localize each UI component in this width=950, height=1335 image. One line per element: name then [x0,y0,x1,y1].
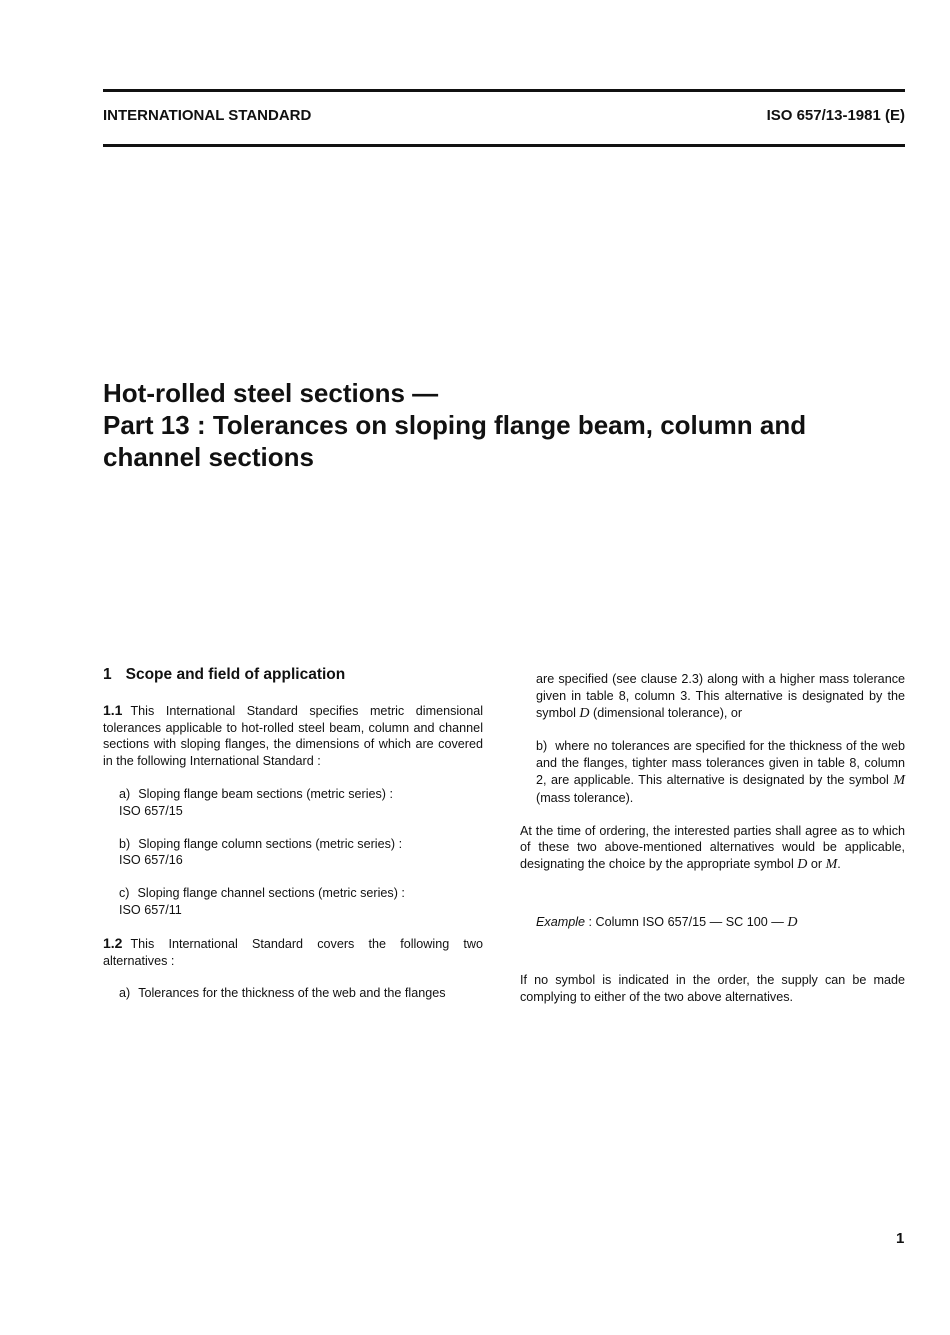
alt-b-text: where no tolerances are specified for the thickness of the web and the flanges, tighter mass tolerances given in table 8, column 2, are applicable. This alternative is designated by the symbol [536,739,905,787]
title-line-3: channel sections [103,442,314,472]
alternative-b [520,738,905,806]
list-ref: ISO 657/16 [119,853,183,868]
header-top-rule [103,89,905,92]
alt-b-text-end: (mass tolerance). [536,790,634,805]
symbol-m: M [893,772,906,788]
ordering-paragraph [520,823,905,874]
symbol-d: D [579,705,590,721]
example-separator: : [588,914,592,929]
page-number: 1 [896,1230,905,1247]
example-text: Column ISO 657/15 — SC 100 — [595,914,784,929]
list-label: a) [119,786,131,801]
list-text: Sloping flange beam sections (metric series) : [138,786,393,801]
header-standard-number: ISO 657/13-1981 (E) [766,107,905,124]
clause-text: This International Standard specifies metric dimensional tolerances applicable to hot-rolled steel beam, column and channel sections with sloping flanges, the dimensions of which are covered in the following International Standard : [103,703,483,769]
list-ref: ISO 657/11 [119,902,182,917]
paragraph-1-1 [103,702,483,770]
ordering-end: . [837,857,841,872]
list-item-b [103,836,483,870]
list-label: a) [119,986,131,1001]
alt-a-text: are specified (see clause 2.3) along with a higher mass tolerance given in table 8, column 3. This alternative is designated by the symbol [536,672,905,720]
paragraph-1-2 [103,935,483,970]
symbol-d: D [787,914,798,930]
example-label: Example [536,914,585,929]
ordering-or: or [810,857,823,872]
title-line-2: Part 13 : Tolerances on sloping flange beam, column and [103,410,807,440]
clause-number: 1.1 [103,701,123,718]
list-label: b) [119,836,131,851]
title-line-1: Hot-rolled steel sections — [103,378,439,408]
symbol-m: M [825,857,838,873]
ordering-text: At the time of ordering, the interested parties shall agree as to which of these two above-mentioned alternatives would be applicable, designating the choice by the appropriate symbol [520,823,905,872]
list-text: Sloping flange channel sections (metric series) : [137,886,405,901]
document-title [103,377,903,473]
list-label: c) [119,886,130,901]
clause-number: 1.2 [103,934,123,951]
alternative-a-continued [520,671,905,722]
symbol-d: D [797,857,808,873]
list-text: Sloping flange column sections (metric series) : [138,836,403,851]
header-bottom-rule [103,144,905,147]
section-number: 1 [103,666,112,683]
list-label: b) [536,739,548,754]
example-line [520,914,905,932]
list-text: Tolerances for the thickness of the web and the flanges [138,986,446,1001]
alt-a-text-end: (dimensional tolerance), or [593,705,743,720]
list-ref: ISO 657/15 [119,803,183,818]
alternative-a-start [103,985,483,1002]
header-document-type: INTERNATIONAL STANDARD [103,107,312,124]
left-column [103,667,483,1018]
list-item-a [103,786,483,820]
right-column [520,671,905,1021]
no-symbol-paragraph: If no symbol is indicated in the order, the supply can be made complying to either of the two above alternatives. [520,972,905,1004]
clause-text: This International Standard covers the following two alternatives : [103,936,483,968]
list-item-c [103,885,483,919]
section-title: Scope and field of application [125,666,346,683]
section-heading [103,667,483,684]
